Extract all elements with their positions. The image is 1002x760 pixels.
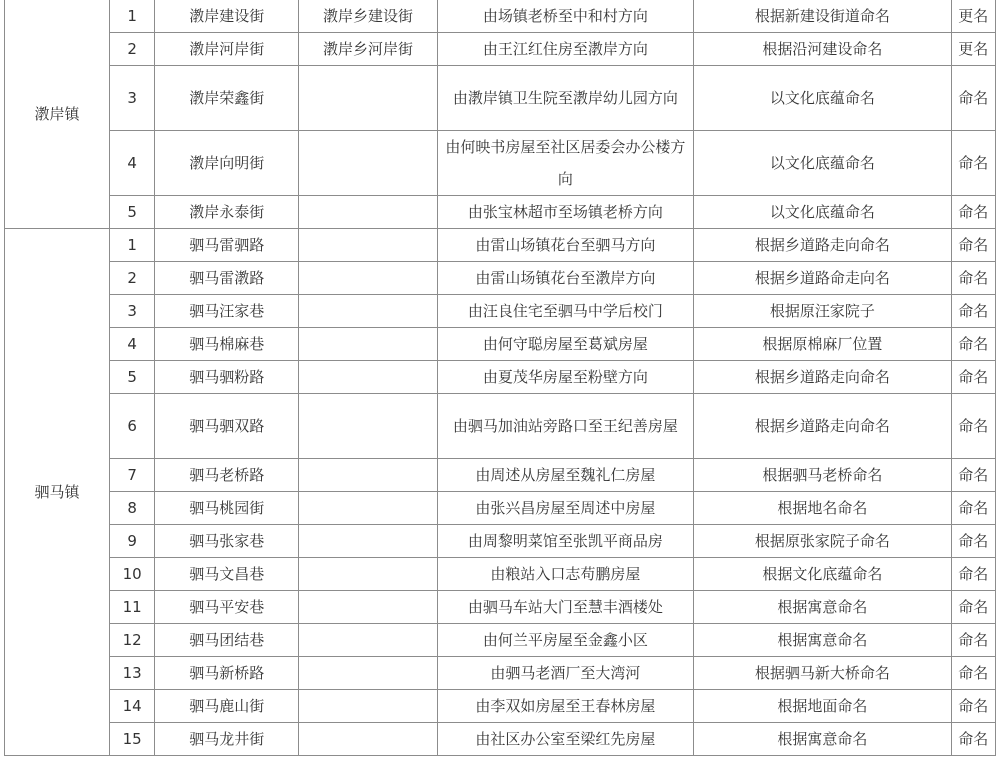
naming-type: 命名 <box>951 131 995 196</box>
old-name: 漖岸乡建设街 <box>299 0 437 33</box>
road-name: 驷马棉麻巷 <box>155 328 299 361</box>
road-name: 驷马团结巷 <box>155 624 299 657</box>
road-name: 驷马雷驷路 <box>155 229 299 262</box>
row-number: 5 <box>109 361 154 394</box>
table-row <box>5 723 996 756</box>
naming-type: 命名 <box>951 591 995 624</box>
old-name <box>299 492 437 525</box>
road-name: 驷马驷双路 <box>155 394 299 459</box>
road-name: 漖岸永泰街 <box>155 196 299 229</box>
road-name: 漖岸向明街 <box>155 131 299 196</box>
row-number: 4 <box>109 131 154 196</box>
old-name <box>299 66 437 131</box>
table-row <box>5 328 996 361</box>
old-name <box>299 361 437 394</box>
naming-basis: 以文化底蕴命名 <box>694 66 951 131</box>
row-number: 1 <box>109 0 154 33</box>
road-route: 由张宝林超市至场镇老桥方向 <box>437 196 693 229</box>
naming-type: 命名 <box>951 657 995 690</box>
table-row <box>5 131 996 196</box>
naming-type: 命名 <box>951 624 995 657</box>
table-row <box>5 262 996 295</box>
naming-basis: 根据原张家院子命名 <box>694 525 951 558</box>
row-number: 4 <box>109 328 154 361</box>
naming-basis: 根据寓意命名 <box>694 591 951 624</box>
old-name <box>299 196 437 229</box>
old-name <box>299 558 437 591</box>
road-route: 由周黎明菜馆至张凯平商品房 <box>437 525 693 558</box>
road-name: 驷马汪家巷 <box>155 295 299 328</box>
row-number: 15 <box>109 723 154 756</box>
naming-basis: 根据原棉麻厂位置 <box>694 328 951 361</box>
naming-type: 命名 <box>951 229 995 262</box>
row-number: 10 <box>109 558 154 591</box>
road-route: 由雷山场镇花台至驷马方向 <box>437 229 693 262</box>
table-row <box>5 591 996 624</box>
row-number: 7 <box>109 459 154 492</box>
table-row <box>5 0 996 33</box>
road-name: 漖岸河岸街 <box>155 33 299 66</box>
table-row <box>5 459 996 492</box>
naming-type: 命名 <box>951 361 995 394</box>
naming-basis: 根据新建设街道命名 <box>694 0 951 33</box>
road-route: 由何守聪房屋至葛斌房屋 <box>437 328 693 361</box>
naming-basis: 根据乡道路走向命名 <box>694 229 951 262</box>
road-name: 驷马老桥路 <box>155 459 299 492</box>
road-route: 由何映书房屋至社区居委会办公楼方向 <box>437 131 693 196</box>
road-naming-table <box>4 0 996 756</box>
naming-type: 命名 <box>951 558 995 591</box>
row-number: 9 <box>109 525 154 558</box>
road-name: 驷马新桥路 <box>155 657 299 690</box>
naming-type: 命名 <box>951 196 995 229</box>
old-name <box>299 262 437 295</box>
old-name <box>299 591 437 624</box>
naming-type: 命名 <box>951 459 995 492</box>
naming-basis: 根据乡道路走向命名 <box>694 394 951 459</box>
naming-basis: 根据寓意命名 <box>694 624 951 657</box>
row-number: 12 <box>109 624 154 657</box>
naming-basis: 以文化底蕴命名 <box>694 131 951 196</box>
table-row <box>5 361 996 394</box>
old-name <box>299 624 437 657</box>
naming-type: 命名 <box>951 66 995 131</box>
old-name <box>299 131 437 196</box>
table-row <box>5 196 996 229</box>
old-name <box>299 690 437 723</box>
old-name <box>299 525 437 558</box>
road-route: 由驷马加油站旁路口至王纪善房屋 <box>437 394 693 459</box>
table-row <box>5 492 996 525</box>
row-number: 13 <box>109 657 154 690</box>
naming-basis: 以文化底蕴命名 <box>694 196 951 229</box>
old-name <box>299 295 437 328</box>
table-row <box>5 229 996 262</box>
naming-type: 命名 <box>951 328 995 361</box>
table-row <box>5 394 996 459</box>
road-route: 由夏茂华房屋至粉壁方向 <box>437 361 693 394</box>
naming-basis: 根据乡道路命走向名 <box>694 262 951 295</box>
row-number: 2 <box>109 262 154 295</box>
naming-type: 命名 <box>951 492 995 525</box>
naming-type: 更名 <box>951 33 995 66</box>
naming-type: 命名 <box>951 723 995 756</box>
naming-type: 命名 <box>951 690 995 723</box>
road-route: 由驷马老酒厂至大湾河 <box>437 657 693 690</box>
row-number: 6 <box>109 394 154 459</box>
naming-basis: 根据地面命名 <box>694 690 951 723</box>
naming-basis: 根据地名命名 <box>694 492 951 525</box>
row-number: 1 <box>109 229 154 262</box>
road-name: 驷马龙井街 <box>155 723 299 756</box>
old-name <box>299 723 437 756</box>
road-route: 由社区办公室至梁红先房屋 <box>437 723 693 756</box>
naming-basis: 根据原汪家院子 <box>694 295 951 328</box>
road-name: 驷马鹿山街 <box>155 690 299 723</box>
town-cell: 漖岸镇 <box>5 0 110 229</box>
old-name <box>299 394 437 459</box>
naming-type: 命名 <box>951 394 995 459</box>
road-name: 漖岸建设街 <box>155 0 299 33</box>
naming-basis: 根据乡道路走向命名 <box>694 361 951 394</box>
road-name: 驷马桃园街 <box>155 492 299 525</box>
naming-type: 命名 <box>951 262 995 295</box>
road-name: 驷马平安巷 <box>155 591 299 624</box>
old-name <box>299 459 437 492</box>
town-cell: 驷马镇 <box>5 229 110 756</box>
road-route: 由场镇老桥至中和村方向 <box>437 0 693 33</box>
road-route: 由周述从房屋至魏礼仁房屋 <box>437 459 693 492</box>
naming-basis: 根据沿河建设命名 <box>694 33 951 66</box>
row-number: 3 <box>109 66 154 131</box>
naming-type: 更名 <box>951 0 995 33</box>
road-route: 由驷马车站大门至慧丰酒楼处 <box>437 591 693 624</box>
row-number: 8 <box>109 492 154 525</box>
old-name <box>299 657 437 690</box>
row-number: 3 <box>109 295 154 328</box>
naming-basis: 根据寓意命名 <box>694 723 951 756</box>
row-number: 11 <box>109 591 154 624</box>
road-route: 由粮站入口志苟鹏房屋 <box>437 558 693 591</box>
row-number: 5 <box>109 196 154 229</box>
naming-basis: 根据文化底蕴命名 <box>694 558 951 591</box>
table-row <box>5 33 996 66</box>
road-route: 由李双如房屋至王春林房屋 <box>437 690 693 723</box>
table-row <box>5 657 996 690</box>
table-row <box>5 558 996 591</box>
old-name <box>299 229 437 262</box>
road-route: 由王江红住房至漖岸方向 <box>437 33 693 66</box>
table-row <box>5 624 996 657</box>
naming-type: 命名 <box>951 525 995 558</box>
naming-basis: 根据驷马新大桥命名 <box>694 657 951 690</box>
naming-basis: 根据驷马老桥命名 <box>694 459 951 492</box>
naming-type: 命名 <box>951 295 995 328</box>
table-row <box>5 690 996 723</box>
row-number: 2 <box>109 33 154 66</box>
road-name: 驷马文昌巷 <box>155 558 299 591</box>
old-name: 漖岸乡河岸街 <box>299 33 437 66</box>
table-row <box>5 66 996 131</box>
road-route: 由漖岸镇卫生院至漖岸幼儿园方向 <box>437 66 693 131</box>
road-name: 驷马驷粉路 <box>155 361 299 394</box>
old-name <box>299 328 437 361</box>
table-row <box>5 295 996 328</box>
road-route: 由汪良住宅至驷马中学后校门 <box>437 295 693 328</box>
road-name: 驷马雷漖路 <box>155 262 299 295</box>
road-name: 漖岸荣鑫街 <box>155 66 299 131</box>
road-route: 由张兴昌房屋至周述中房屋 <box>437 492 693 525</box>
row-number: 14 <box>109 690 154 723</box>
road-route: 由雷山场镇花台至漖岸方向 <box>437 262 693 295</box>
table-row <box>5 525 996 558</box>
road-route: 由何兰平房屋至金鑫小区 <box>437 624 693 657</box>
road-name: 驷马张家巷 <box>155 525 299 558</box>
